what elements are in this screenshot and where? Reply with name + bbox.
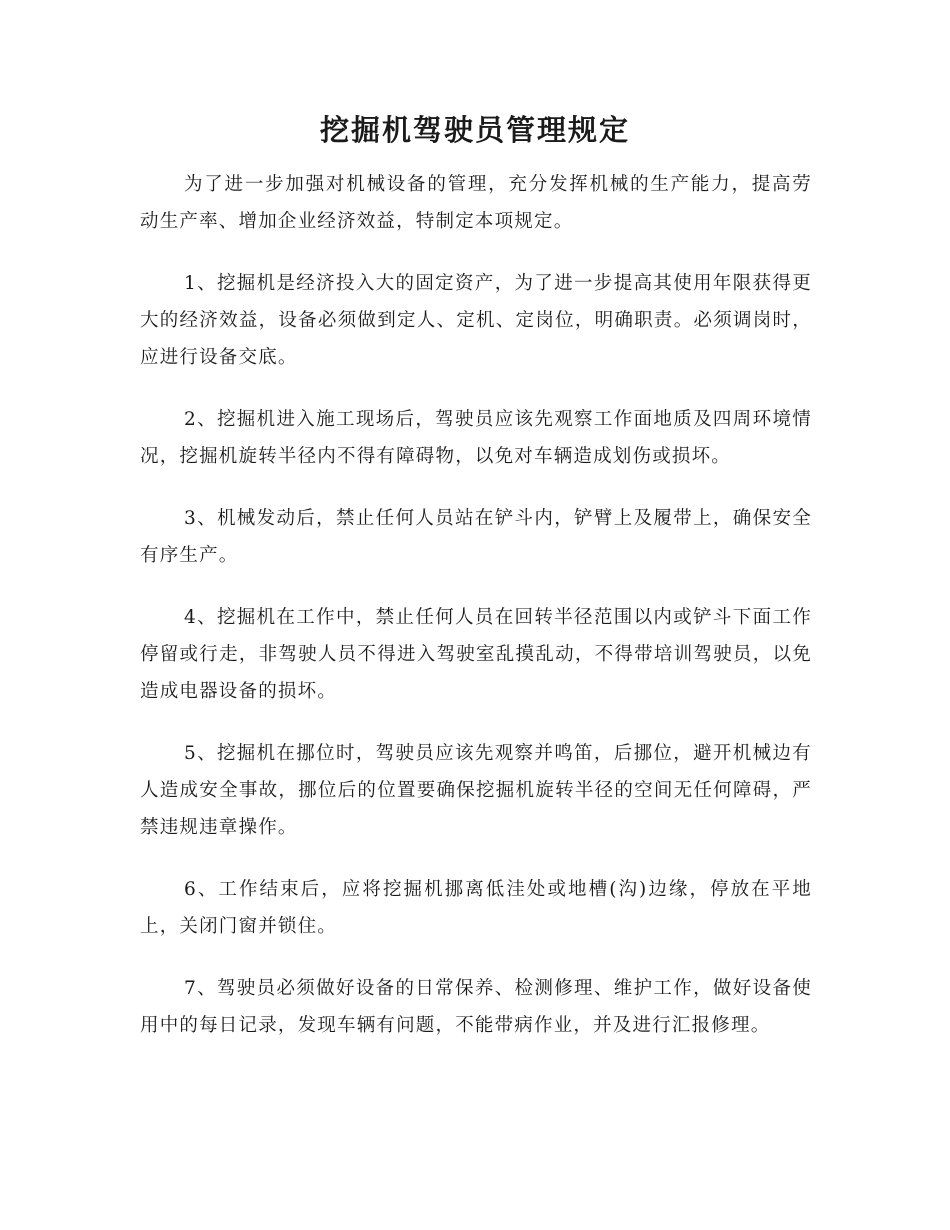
rule-paragraph-6: 6、工作结束后，应将挖掘机挪离低洼处或地槽(沟)边缘，停放在平地上，关闭门窗并锁住。: [140, 879, 812, 937]
rule-paragraph-7: 7、驾驶员必须做好设备的日常保养、检测修理、维护工作，做好设备使用中的每日记录，发现车辆有问题，不能带病作业，并及进行汇报修理。: [140, 978, 812, 1036]
rule-paragraph-2: 2、挖掘机进入施工现场后，驾驶员应该先观察工作面地质及四周环境情况，挖掘机旋转半径内不得有障碍物，以免对车辆造成划伤或损坏。: [140, 409, 812, 467]
rule-paragraph-5: 5、挖掘机在挪位时，驾驶员应该先观察并鸣笛，后挪位，避开机械边有人造成安全事故，挪位后的位置要确保挖掘机旋转半径的空间无任何障碍，严禁违规违章操作。: [140, 743, 812, 838]
rule-paragraph-1: 1、挖掘机是经济投入大的固定资产，为了进一步提高其使用年限获得更大的经济效益，设备必须做到定人、定机、定岗位，明确职责。必须调岗时，应进行设备交底。: [140, 273, 812, 368]
rule-paragraph-4: 4、挖掘机在工作中，禁止任何人员在回转半径范围以内或铲斗下面工作停留或行走，非驾驶人员不得进入驾驶室乱摸乱动，不得带培训驾驶员，以免造成电器设备的损坏。: [140, 607, 812, 702]
document-title: 挖掘机驾驶员管理规定: [319, 113, 630, 147]
rule-paragraph-3: 3、机械发动后，禁止任何人员站在铲斗内，铲臂上及履带上，确保安全有序生产。: [140, 508, 812, 566]
document-body: [140, 166, 812, 1069]
intro-paragraph: 为了进一步加强对机械设备的管理，充分发挥机械的生产能力，提高劳动生产率、增加企业经济效益，特制定本项规定。: [140, 174, 812, 232]
